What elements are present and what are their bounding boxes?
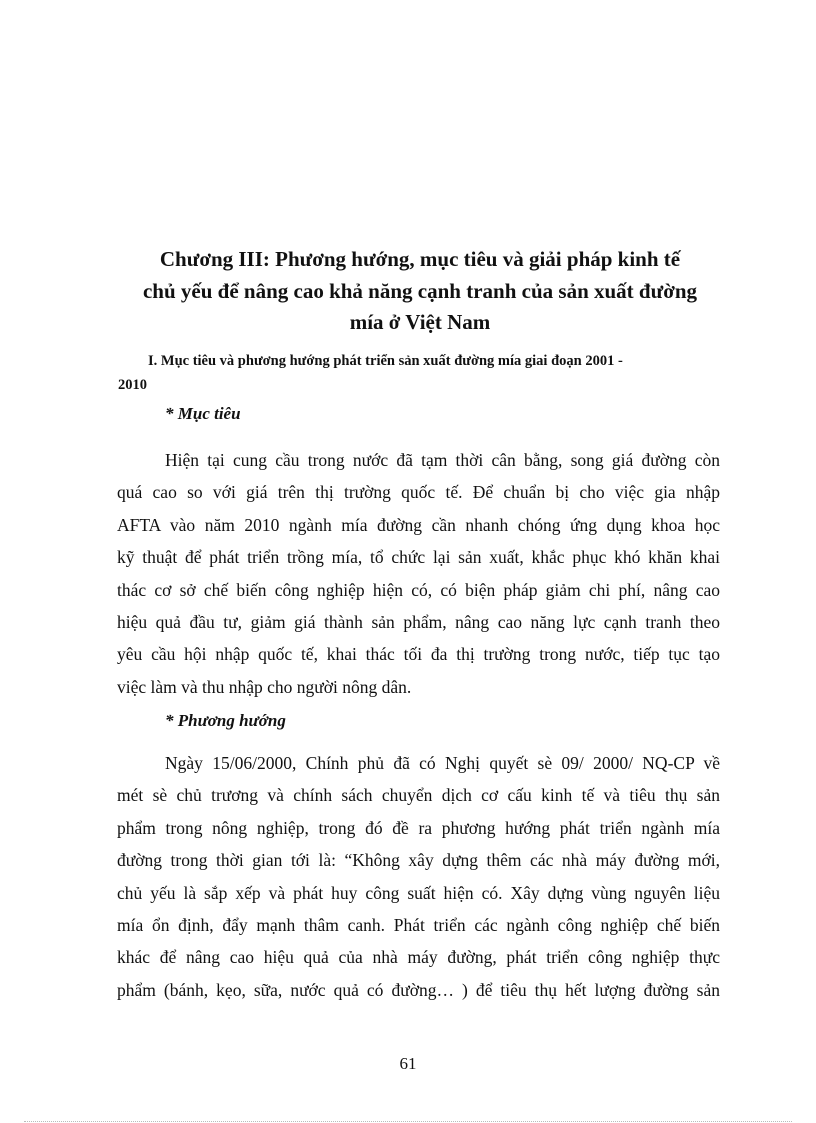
chapter-title xyxy=(110,244,730,339)
chapter-title-line-1: Chương III: Phương hướng, mục tiêu và giải pháp kinh tế xyxy=(159,247,681,271)
section-heading-line-1: I. Mục tiêu và phương hướng phát triển sản xuất đường mía giai đoạn 2001 - xyxy=(148,353,623,369)
section-heading xyxy=(118,349,722,397)
paragraph-line: Ngày 15/06/2000, Chính phủ đã có Nghị quyết sè 09/ 2000/ NQ-CP về xyxy=(165,753,720,773)
phuong-huong-paragraph xyxy=(117,747,720,1006)
phuong-huong-heading: * Phương hướng xyxy=(165,711,286,730)
chapter-title-line-2: chủ yếu để nâng cao khả năng cạnh tranh của sản xuất đường xyxy=(142,278,698,303)
muc-tieu-paragraph xyxy=(117,444,720,703)
paragraph-line: chủ yếu là sắp xếp và phát huy công suất hiện có. Xây dựng vùng nguyên liệu xyxy=(117,882,720,903)
paragraph-line: khác để nâng cao hiệu quả của nhà máy đường, phát triển công nghiệp thực xyxy=(117,947,720,968)
section-heading-line-2: 2010 xyxy=(118,377,147,393)
paragraph-line: mía ổn định, đẩy mạnh thâm canh. Phát triển các ngành công nghiệp chế biến xyxy=(117,915,720,936)
paragraph-line: phẩm (bánh, kẹo, sữa, nước quả có đường… ) để tiêu thụ hết lượng đường sản xyxy=(117,979,720,1000)
muc-tieu-heading: * Mục tiêu xyxy=(165,404,241,423)
paragraph-line: yêu cầu hội nhập quốc tế, khai thác tối đa thị trường trong nước, tiếp tục tạo xyxy=(117,644,720,665)
chapter-title-line-3: mía ở Việt Nam xyxy=(349,310,491,334)
paragraph-line: đường trong thời gian tới là: “Không xây dựng thêm các nhà máy đường mới, xyxy=(117,850,720,871)
paragraph-line: hiệu quả đầu tư, giảm giá thành sản phẩm, nâng cao năng lực cạnh tranh theo xyxy=(117,612,720,633)
page-bottom-divider xyxy=(24,1121,792,1122)
paragraph-line: AFTA vào năm 2010 ngành mía đường cần nhanh chóng ứng dụng khoa học xyxy=(117,514,720,535)
paragraph-line: thác cơ sở chế biến công nghiệp hiện có, có biện pháp giảm chi phí, nâng cao xyxy=(117,579,720,600)
paragraph-line: phẩm trong nông nghiệp, trong đó đề ra phương hướng phát triển ngành mía xyxy=(117,817,720,838)
paragraph-line: Hiện tại cung cầu trong nước đã tạm thời cân bằng, song giá đường còn xyxy=(165,450,720,470)
page-number: 61 xyxy=(399,1054,417,1073)
paragraph-line: mét sè chủ trương và chính sách chuyển dịch cơ cấu kinh tế và tiêu thụ sản xyxy=(117,785,720,806)
paragraph-line: quá cao so với giá trên thị trường quốc tế. Để chuẩn bị cho việc gia nhập xyxy=(117,482,720,503)
paragraph-line: kỹ thuật để phát triển trồng mía, tổ chức lại sản xuất, khắc phục khó khăn khai xyxy=(117,547,720,568)
paragraph-line: việc làm và thu nhập cho người nông dân. xyxy=(117,676,412,697)
